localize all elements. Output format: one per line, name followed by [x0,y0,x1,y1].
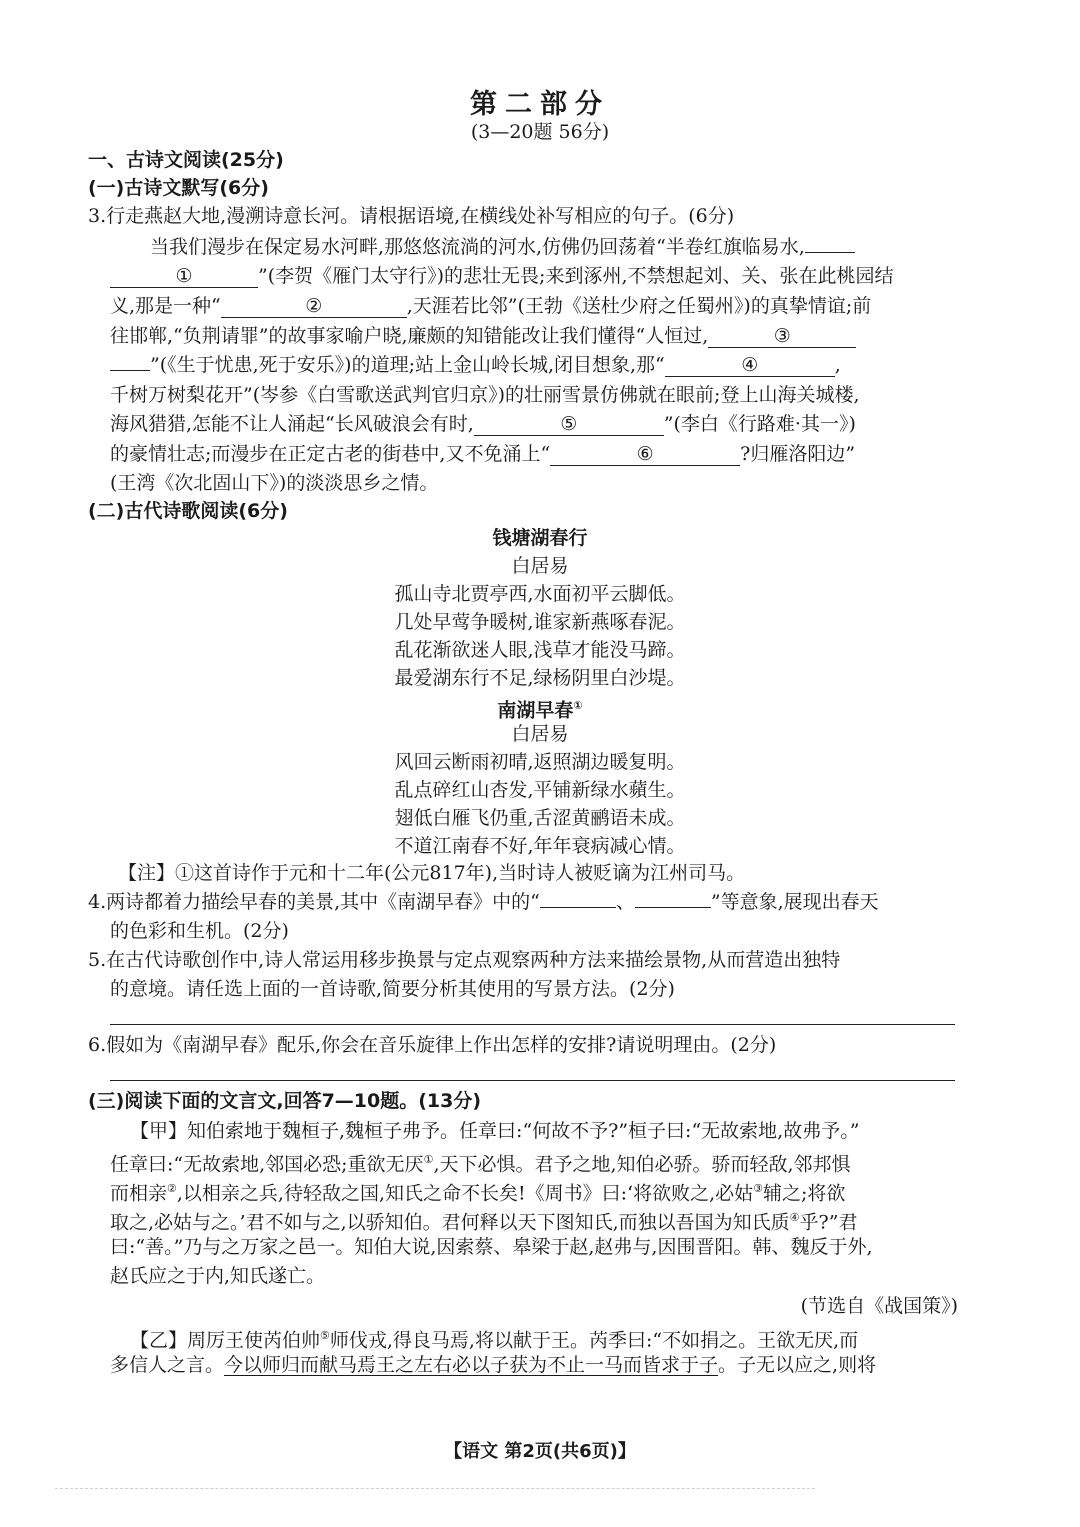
jia-text: 而相亲 [110,1182,168,1205]
blank[interactable] [805,252,855,253]
yi-line-2 [110,1351,876,1379]
q3-text: ,天涯若比邻”(王勃《送杜少府之任蜀州》)的真挚情谊;前 [406,295,872,317]
yi-text: 。子无以应之,则将 [718,1354,877,1376]
jia-line-5: 曰:“善。”乃与之万家之邑一。知伯大说,因索蔡、皋梁于赵,赵弗与,因围晋阳。韩、魏反于外, [110,1236,873,1258]
q3-line-5 [110,351,841,379]
q3-line-3 [110,292,871,320]
footnote-mark: ② [167,1182,177,1195]
jia-text: 取之,必姑与之。’君不如与之,以骄知伯。君何释以天下图知氏,而独以吾国为知氏质 [110,1211,790,1234]
poem2-title-text: 南湖早春 [497,699,574,722]
jia-line-2 [110,1146,851,1178]
footnote-mark: ③ [753,1182,764,1195]
fold-line [55,1488,815,1489]
q4-blank-1[interactable] [540,907,616,908]
poem1-title: 钱塘湖春行 [492,527,588,549]
jia-line-1: 【甲】知伯索地于魏桓子,魏桓子弗予。任章曰:“何故不予?”桓子曰:“无故索地,故弗予。” [130,1120,860,1142]
poem1-line: 几处早莺争暖树,谁家新燕啄春泥。 [394,611,686,633]
poem1-line: 孤山寺北贾亭西,水面初平云脚低。 [394,583,686,605]
jia-line-6: 赵氏应之于内,知氏遂亡。 [110,1265,326,1287]
q3-text: , [834,354,841,376]
q4-sep: 、 [615,891,635,913]
blank-4[interactable]: ④ [665,354,835,377]
yi-line-1 [130,1322,858,1354]
footnote-mark: ④ [789,1211,800,1224]
q5-answer-line[interactable] [110,1024,955,1025]
part2-title: (二)古代诗歌阅读(6分) [88,500,288,522]
yi-text: 师伐戎,得良马焉,将以献于王。芮季曰:“不如捐之。王欲无厌,而 [329,1329,859,1352]
q6-line: 6.假如为《南湖早春》配乐,你会在音乐旋律上作出怎样的安排?请说明理由。(2分) [88,1034,777,1056]
footnote-mark: ① [573,699,583,712]
jia-text: 乎?”君 [799,1211,858,1234]
blank[interactable] [110,370,150,371]
q5-line-1: 5.在古代诗歌创作中,诗人常运用移步换景与定点观察两种方法来描绘景物,从而营造出独特 [88,949,841,971]
q4-text: ”等意象,展现出春天 [710,891,879,913]
q3-text: 当我们漫步在保定易水河畔,那悠悠流淌的河水,仿佛仍回荡着“半卷红旗临易水, [150,236,805,258]
q5-line-2: 的意境。请任选上面的一首诗歌,简要分析其使用的写景方法。(2分) [110,978,675,1000]
poem-note: 【注】①这首诗作于元和十二年(公元817年),当时诗人被贬谪为江州司马。 [118,862,746,884]
q4-line-2: 的色彩和生机。(2分) [110,920,289,942]
q3-line-4 [110,322,856,350]
q3-text: 义,那是一种“ [110,295,221,317]
section-title: 一、古诗文阅读(25分) [88,149,284,171]
yi-text: 【乙】周厉王使芮伯帅 [130,1329,321,1352]
q3-line-7 [110,410,856,438]
footnote-mark: ① [423,1153,434,1166]
poem1-line: 乱花渐欲迷人眼,浅草才能没马蹄。 [394,639,686,661]
q6-answer-line[interactable] [110,1080,955,1081]
part-subtitle: (3—20题 56分) [470,121,610,143]
jia-line-4 [110,1204,857,1236]
blank-6[interactable]: ⑥ [550,443,740,466]
page-footer: 【语文 第2页(共6页)】 [444,1441,636,1462]
q3-text: ”(李贺《雁门太守行》)的悲壮无畏;来到涿州,不禁想起刘、关、张在此桃园结 [258,265,894,287]
blank-5[interactable]: ⑤ [474,413,664,436]
q3-line-6: 千树万树梨花开”(岑参《白雪歌送武判官归京》)的壮丽雪景仿佛就在眼前;登上山海关城楼, [110,384,860,406]
q3-text: ?归雁洛阳边” [740,443,856,465]
q3-line-8 [110,440,855,468]
part3-title: (三)阅读下面的文言文,回答7—10题。(13分) [88,1090,482,1112]
footnote-mark: ⑤ [320,1329,330,1342]
poem2-author: 白居易 [511,723,569,745]
jia-text: 辅之;将欲 [763,1182,846,1205]
blank-3[interactable]: ③ [708,325,856,348]
q3-text: 的豪情壮志;而漫步在正定古老的街巷中,又不免涌上“ [110,443,551,465]
poem1-line: 最爱湖东行不足,绿杨阴里白沙堤。 [394,667,686,689]
q3-text: 海风猎猎,怎能不让人涌起“长风破浪会有时, [110,413,474,435]
jia-line-3 [110,1175,845,1207]
q3-text: 往邯郸,“负荆请罪”的故事家喻户晓,廉颇的知错能改让我们懂得“人恒过, [110,325,709,347]
underlined-sentence: 今以师归而献马焉王之左右必以子获为不止一马而皆求于子 [224,1354,719,1376]
part1-title: (一)古诗文默写(6分) [88,177,269,199]
q4-text: 4.两诗都着力描绘早春的美景,其中《南湖早春》中的“ [88,891,540,913]
jia-text: ,以相亲之兵,待轻敌之国,知氏之命不长矣!《周书》曰:‘将欲败之,必姑 [176,1182,754,1205]
yi-text: 多信人之言。 [110,1354,225,1376]
poem2-line: 不道江南春不好,年年衰病减心情。 [394,835,686,857]
poem2-line: 乱点碎红山杏发,平铺新绿水蘋生。 [394,779,686,801]
blank-2[interactable]: ② [221,295,407,318]
poem2-line: 翅低白雁飞仍重,舌涩黄鹂语未成。 [394,807,686,829]
jia-source: (节选自《战国策》) [800,1295,958,1317]
poem2-line: 风回云断雨初晴,返照湖边暖复明。 [394,751,686,773]
jia-text: 任章曰:“无故索地,邻国必恐;重欲无厌 [110,1153,424,1176]
blank-1[interactable]: ① [110,265,258,288]
q3-line-9: (王湾《次北固山下》)的淡淡思乡之情。 [110,472,439,494]
poem1-author: 白居易 [511,555,569,577]
jia-text: ,天下必惧。君予之地,知伯必骄。骄而轻敌,邻邦惧 [433,1153,851,1176]
q3-text: ”(李白《行路难·其一》) [663,413,856,435]
q3-text: ”(《生于忧患,死于安乐》)的道理;站上金山岭长城,闭目想象,那“ [150,354,665,376]
q3-prompt: 3.行走燕赵大地,漫溯诗意长河。请根据语境,在横线处补写相应的句子。(6分) [88,205,735,227]
q3-line-1 [150,233,855,261]
part-title: 第二部分 [470,89,610,120]
q4-blank-2[interactable] [635,907,711,908]
q4-line-1 [88,888,879,916]
q3-line-2 [110,262,893,290]
